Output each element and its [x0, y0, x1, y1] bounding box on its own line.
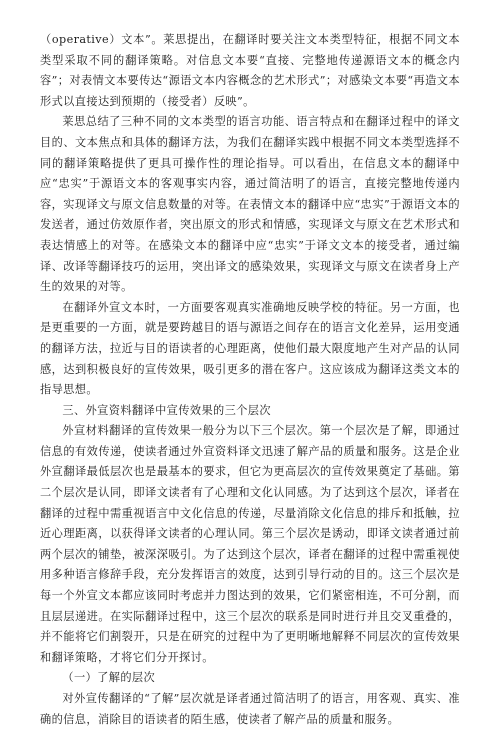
subsection-heading: （一）了解的层次: [62, 671, 156, 685]
section-heading: 三、外宣资料翻译中宣传效果的三个层次: [62, 403, 271, 417]
section-paragraph: 外宣材料翻译的宣传效果一般分为以下三个层次。第一个层次是了解，即通过信息的有效传递，使读者通过外宣资料译文迅速了解产品的质量和服务。这是企业外宣翻译最低层次也是最基本的要求，但它为更高层次的宣传效果奠定了基础。第二个层次是认同，即译文读者有了心理和文化认同感。为了达到这个层次，译者在翻译的过程中需重视语言中文化信息的传递，尽量消除文化信息的排斥和抵触，拉近心理距离，以获得译文读者的心理认同。第三个层次是诱动，即译文读者通过前两个层次的铺垫，被深深吸引。为了达到这个层次，译者在翻译的过程中需重视使用多种语言修辞手段，充分发挥语言的效度，达到引导行动的目的。这三个层次是每一个外宣文本都应该同时考虑并力图达到的效果，它们紧密相连，不可分割，而且层层递进。在实际翻译过程中，这三个层次的联系是同时进行并且交叉重叠的，并不能将它们割裂开，只是在研究的过程中为了更明晰地解释不同层次的宣传效果和翻译策略，才将它们分开探讨。: [40, 424, 460, 664]
body-paragraph-2: 莱思总结了三种不同的文本类型的语言功能、语言特点和在翻译过程中的译文目的、文本焦点和具体的翻译方法，为我们在翻译实践中根据不同文本类型选择不同的翻译策略提供了更具可操作性的理论指导。可以看出，在信息文本的翻译中应“忠实”于源语文本的客观事实内容，通过简洁明了的语言，直接完整地传递内容，实现译文与原文信息数量的对等。在表情文本的翻译中应“忠实”于源语文本的发送者，通过仿效原作者，突出原文的形式和情感，实现译文与原文在艺术形式和表达情感上的对等。在感染文本的翻译中应“忠实”于译文文本的接受者，通过编译、改译等翻译技巧的运用，突出译文的感染效果，实现译文与原文在读者身上产生的效果的对等。: [40, 115, 460, 294]
final-paragraph: 对外宣传翻译的“了解”层次就是译者通过简洁明了的语言，用客观、真实、准确的信息，消除目的语读者的陌生感，使读者了解产品的质量和服务。: [40, 692, 460, 726]
body-paragraph-1: （operative）文本”。莱思提出，在翻译时要关注文本类型特征，根据不同文本类型采取不同的翻译策略。对信息文本要“直接、完整地传递源语文本的概念内容”；对表情文本要传达“源语文本内容概念的艺术形式”；对感染文本要“再造文本形式以直接达到预期的（接受者）反映”。: [40, 33, 460, 108]
body-paragraph-3: 在翻译外宣文本时，一方面要客观真实准确地反映学校的特征。另一方面，也是更重要的一方面，就是要跨越目的语与源语之间存在的语言文化差异，运用变通的翻译方法，拉近与目的语读者的心理距离，使他们最大限度地产生对产品的认同感，达到积极良好的宣传效果，吸引更多的潜在客户。这应该成为翻译这类文本的指导思想。: [40, 300, 460, 397]
